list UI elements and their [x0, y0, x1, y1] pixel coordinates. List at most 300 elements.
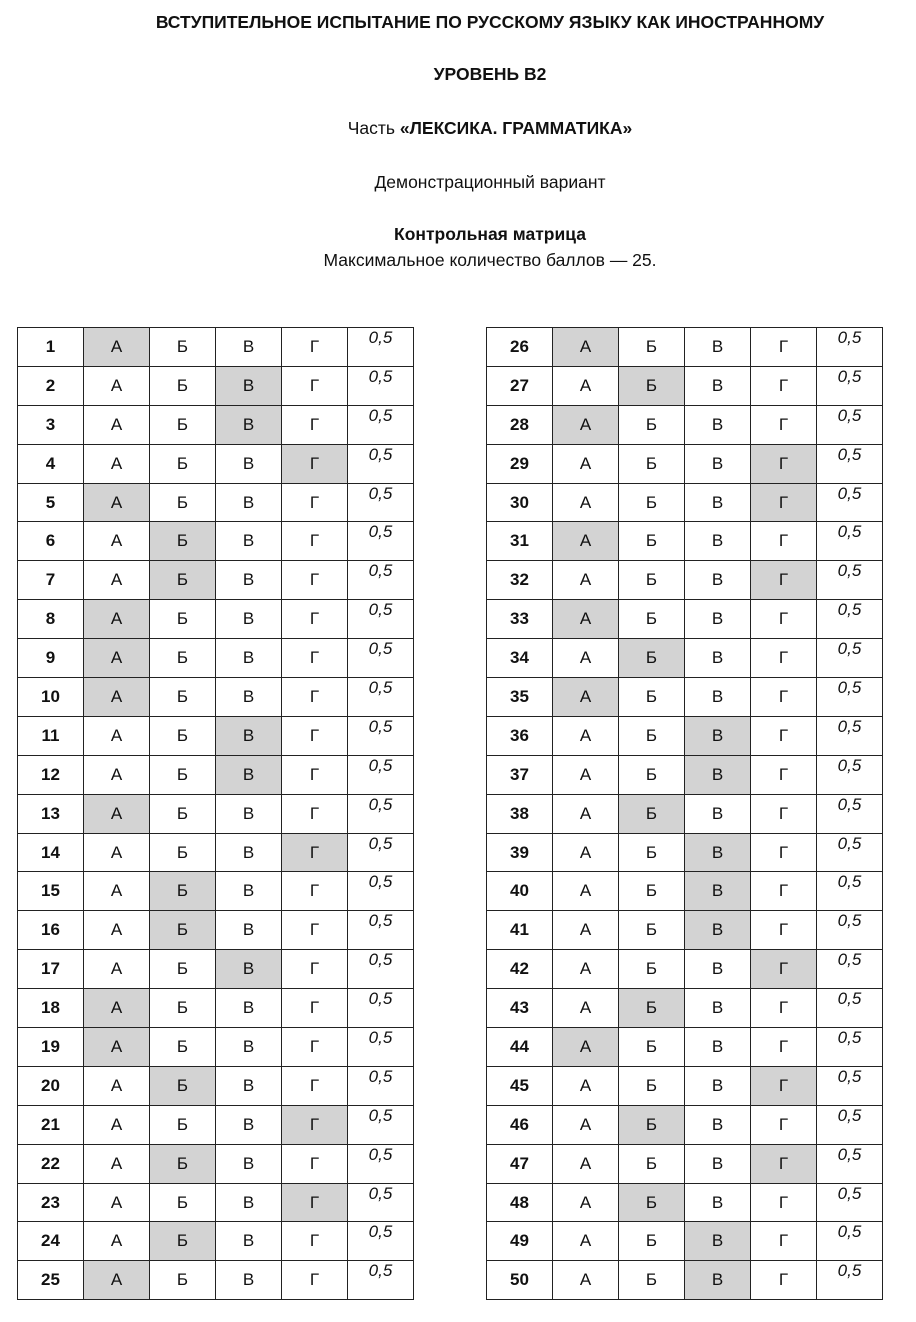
- answer-option-correct: А: [84, 328, 150, 367]
- answer-option: Б: [150, 755, 216, 794]
- answer-option: Г: [282, 1066, 348, 1105]
- question-number: 34: [487, 639, 553, 678]
- score-value: 0,5: [817, 328, 883, 367]
- answer-option: Г: [751, 639, 817, 678]
- answer-option-correct: В: [216, 950, 282, 989]
- question-number: 5: [18, 483, 84, 522]
- answer-option-correct: Б: [150, 1222, 216, 1261]
- question-number: 2: [18, 366, 84, 405]
- question-number: 37: [487, 755, 553, 794]
- score-value: 0,5: [817, 1183, 883, 1222]
- answer-option: Г: [282, 1222, 348, 1261]
- answer-row: [487, 989, 883, 1028]
- answer-option-correct: А: [84, 989, 150, 1028]
- score-value: 0,5: [817, 989, 883, 1028]
- score-value: 0,5: [817, 483, 883, 522]
- answer-option: Б: [619, 833, 685, 872]
- score-value: 0,5: [348, 561, 414, 600]
- score-value: 0,5: [348, 950, 414, 989]
- answer-option: Г: [751, 678, 817, 717]
- question-number: 3: [18, 405, 84, 444]
- answer-option: А: [553, 483, 619, 522]
- answer-option: А: [553, 444, 619, 483]
- question-number: 1: [18, 328, 84, 367]
- question-number: 7: [18, 561, 84, 600]
- answer-option-correct: Б: [619, 1183, 685, 1222]
- answer-option: Б: [619, 1028, 685, 1067]
- answer-option: В: [216, 522, 282, 561]
- score-value: 0,5: [817, 794, 883, 833]
- answer-option: В: [216, 833, 282, 872]
- answer-option-correct: Б: [150, 1066, 216, 1105]
- document-title: ВСТУПИТЕЛЬНОЕ ИСПЫТАНИЕ ПО РУССКОМУ ЯЗЫКУ КАК ИНОСТРАННОМУ: [155, 12, 825, 32]
- answer-option: В: [685, 1066, 751, 1105]
- answer-option: Г: [751, 1222, 817, 1261]
- answer-option-correct: Б: [619, 639, 685, 678]
- answer-option-correct: А: [553, 522, 619, 561]
- question-number: 32: [487, 561, 553, 600]
- answer-row: [487, 483, 883, 522]
- answer-option-correct: В: [685, 911, 751, 950]
- answer-option: В: [216, 1028, 282, 1067]
- answer-option-correct: А: [553, 328, 619, 367]
- matrix-title: Контрольная матрица: [394, 224, 586, 244]
- answer-option: Г: [282, 1261, 348, 1300]
- answer-option: В: [216, 483, 282, 522]
- answer-option: В: [216, 639, 282, 678]
- answer-option: В: [685, 678, 751, 717]
- question-number: 24: [18, 1222, 84, 1261]
- score-value: 0,5: [348, 1028, 414, 1067]
- answer-option: Г: [751, 755, 817, 794]
- answer-option: Г: [282, 522, 348, 561]
- answer-option: Б: [619, 950, 685, 989]
- answer-option: В: [685, 444, 751, 483]
- answer-option: А: [84, 833, 150, 872]
- answer-option-correct: В: [216, 366, 282, 405]
- answer-option: Б: [619, 1144, 685, 1183]
- answer-option: В: [685, 989, 751, 1028]
- answer-option: Б: [150, 366, 216, 405]
- score-value: 0,5: [817, 911, 883, 950]
- answer-option: А: [553, 1183, 619, 1222]
- answer-option: Б: [619, 600, 685, 639]
- answer-row: [487, 522, 883, 561]
- answer-option: Г: [282, 950, 348, 989]
- score-value: 0,5: [817, 1066, 883, 1105]
- question-number: 23: [18, 1183, 84, 1222]
- score-value: 0,5: [348, 833, 414, 872]
- answer-option-correct: А: [553, 678, 619, 717]
- answer-option: А: [553, 716, 619, 755]
- score-value: 0,5: [348, 1183, 414, 1222]
- answer-row: [18, 600, 414, 639]
- answer-table-right: [486, 327, 883, 1300]
- answer-option: А: [84, 444, 150, 483]
- answer-option: Г: [282, 755, 348, 794]
- answer-option: В: [216, 1261, 282, 1300]
- question-number: 20: [18, 1066, 84, 1105]
- score-value: 0,5: [817, 366, 883, 405]
- answer-option: А: [553, 1261, 619, 1300]
- answer-row: [487, 872, 883, 911]
- question-number: 47: [487, 1144, 553, 1183]
- answer-option: Г: [282, 1144, 348, 1183]
- answer-option-correct: В: [685, 833, 751, 872]
- answer-row: [18, 716, 414, 755]
- answer-option-correct: Г: [751, 950, 817, 989]
- answer-option: Б: [619, 1261, 685, 1300]
- answer-row: [18, 755, 414, 794]
- question-number: 42: [487, 950, 553, 989]
- score-value: 0,5: [817, 716, 883, 755]
- answer-option: Г: [282, 561, 348, 600]
- answer-option: Г: [751, 1105, 817, 1144]
- answer-option: Б: [150, 1261, 216, 1300]
- answer-option: Г: [751, 1183, 817, 1222]
- answer-option: В: [685, 1105, 751, 1144]
- answer-option-correct: В: [685, 872, 751, 911]
- question-number: 39: [487, 833, 553, 872]
- answer-option: Г: [751, 1261, 817, 1300]
- answer-row: [487, 911, 883, 950]
- question-number: 18: [18, 989, 84, 1028]
- score-value: 0,5: [817, 639, 883, 678]
- answer-option: А: [84, 366, 150, 405]
- answer-option-correct: В: [685, 716, 751, 755]
- answer-option: Г: [282, 600, 348, 639]
- answer-option-correct: А: [553, 600, 619, 639]
- answer-option: А: [84, 1144, 150, 1183]
- answer-option: В: [685, 1144, 751, 1183]
- answer-option-correct: А: [553, 405, 619, 444]
- question-number: 49: [487, 1222, 553, 1261]
- score-value: 0,5: [348, 794, 414, 833]
- answer-option: В: [216, 1144, 282, 1183]
- question-number: 31: [487, 522, 553, 561]
- answer-row: [18, 444, 414, 483]
- score-value: 0,5: [817, 405, 883, 444]
- answer-option-correct: Г: [751, 561, 817, 600]
- answer-row: [18, 872, 414, 911]
- answer-option: В: [685, 1028, 751, 1067]
- answer-option: Г: [282, 911, 348, 950]
- answer-option: Б: [150, 405, 216, 444]
- answer-option: Б: [619, 1066, 685, 1105]
- answer-option: Б: [619, 716, 685, 755]
- answer-option: А: [84, 950, 150, 989]
- answer-option: Г: [282, 1028, 348, 1067]
- answer-option: Г: [751, 522, 817, 561]
- score-value: 0,5: [348, 405, 414, 444]
- answer-option: Г: [751, 716, 817, 755]
- answer-row: [18, 950, 414, 989]
- answer-option-correct: Б: [619, 989, 685, 1028]
- answer-option: Г: [751, 600, 817, 639]
- question-number: 44: [487, 1028, 553, 1067]
- answer-option: Г: [751, 911, 817, 950]
- answer-option: А: [553, 833, 619, 872]
- question-number: 36: [487, 716, 553, 755]
- answer-option: Б: [619, 444, 685, 483]
- answer-option: Г: [751, 1028, 817, 1067]
- answer-option: Г: [751, 872, 817, 911]
- answer-option: А: [553, 1144, 619, 1183]
- answer-row: [18, 794, 414, 833]
- answer-row: [18, 561, 414, 600]
- answer-option: Б: [619, 522, 685, 561]
- answer-row: [487, 405, 883, 444]
- answer-row: [487, 716, 883, 755]
- score-value: 0,5: [348, 716, 414, 755]
- max-points-label: Максимальное количество баллов — 25.: [323, 250, 657, 270]
- answer-option: В: [685, 950, 751, 989]
- answer-option: В: [216, 1066, 282, 1105]
- answer-option: В: [216, 1222, 282, 1261]
- score-value: 0,5: [348, 444, 414, 483]
- answer-option-correct: Г: [751, 1066, 817, 1105]
- answer-option-correct: Б: [150, 522, 216, 561]
- question-number: 27: [487, 366, 553, 405]
- answer-option: Г: [282, 366, 348, 405]
- answer-option: Г: [751, 833, 817, 872]
- answer-option: В: [685, 639, 751, 678]
- answer-option-correct: В: [685, 1261, 751, 1300]
- answer-row: [18, 405, 414, 444]
- part-prefix: Часть: [347, 118, 400, 138]
- answer-option-correct: А: [84, 483, 150, 522]
- answer-option: А: [84, 911, 150, 950]
- answer-row: [487, 366, 883, 405]
- answer-option-correct: А: [84, 1261, 150, 1300]
- answer-row: [487, 1028, 883, 1067]
- answer-option: Б: [619, 755, 685, 794]
- answer-option-correct: Г: [751, 444, 817, 483]
- answer-row: [18, 328, 414, 367]
- answer-option: А: [84, 755, 150, 794]
- score-value: 0,5: [348, 1105, 414, 1144]
- answer-option: А: [84, 561, 150, 600]
- answer-option-correct: Б: [150, 561, 216, 600]
- answer-option-correct: А: [553, 1028, 619, 1067]
- answer-option: А: [84, 1105, 150, 1144]
- answer-row: [487, 600, 883, 639]
- question-number: 11: [18, 716, 84, 755]
- answer-option: Б: [150, 600, 216, 639]
- answer-option: Г: [282, 328, 348, 367]
- question-number: 35: [487, 678, 553, 717]
- answer-option: В: [216, 794, 282, 833]
- question-number: 50: [487, 1261, 553, 1300]
- answer-option: Б: [150, 328, 216, 367]
- answer-option-correct: Г: [751, 1144, 817, 1183]
- answer-option: В: [685, 600, 751, 639]
- answer-option: А: [84, 872, 150, 911]
- answer-option-correct: Б: [150, 911, 216, 950]
- answer-row: [487, 1261, 883, 1300]
- question-number: 26: [487, 328, 553, 367]
- question-number: 10: [18, 678, 84, 717]
- answer-option-correct: А: [84, 794, 150, 833]
- answer-row: [18, 1183, 414, 1222]
- answer-option: А: [84, 1066, 150, 1105]
- answer-option: В: [685, 561, 751, 600]
- answer-option: Б: [619, 1222, 685, 1261]
- answer-option: В: [216, 444, 282, 483]
- answer-row: [18, 1066, 414, 1105]
- answer-option-correct: Б: [150, 1144, 216, 1183]
- answer-option: А: [553, 1222, 619, 1261]
- variant-label: Демонстрационный вариант: [374, 172, 606, 192]
- answer-row: [487, 1066, 883, 1105]
- question-number: 9: [18, 639, 84, 678]
- score-value: 0,5: [817, 1261, 883, 1300]
- answer-option: Б: [619, 405, 685, 444]
- score-value: 0,5: [348, 639, 414, 678]
- answer-row: [18, 1222, 414, 1261]
- answer-option: В: [216, 600, 282, 639]
- answer-option-correct: В: [216, 405, 282, 444]
- answer-option-correct: В: [216, 716, 282, 755]
- score-value: 0,5: [348, 600, 414, 639]
- score-value: 0,5: [817, 600, 883, 639]
- answer-option: В: [685, 522, 751, 561]
- score-value: 0,5: [817, 678, 883, 717]
- answer-option: А: [84, 1222, 150, 1261]
- part-name: «ЛЕКСИКА. ГРАММАТИКА»: [399, 118, 633, 138]
- answer-option: В: [685, 405, 751, 444]
- answer-option: В: [216, 989, 282, 1028]
- answer-row: [487, 1222, 883, 1261]
- answer-row: [487, 1105, 883, 1144]
- answer-option: Б: [150, 950, 216, 989]
- answer-option-correct: Г: [751, 483, 817, 522]
- answer-option: Г: [282, 405, 348, 444]
- answer-option: Б: [619, 872, 685, 911]
- answer-row: [487, 755, 883, 794]
- answer-option: В: [685, 794, 751, 833]
- answer-option-correct: Г: [282, 444, 348, 483]
- answer-option-correct: Г: [282, 1105, 348, 1144]
- score-value: 0,5: [348, 872, 414, 911]
- question-number: 38: [487, 794, 553, 833]
- score-value: 0,5: [348, 522, 414, 561]
- answer-option-correct: А: [84, 1028, 150, 1067]
- score-value: 0,5: [348, 483, 414, 522]
- answer-row: [487, 794, 883, 833]
- answer-option: В: [216, 1105, 282, 1144]
- answer-option-correct: А: [84, 678, 150, 717]
- answer-option: Г: [282, 872, 348, 911]
- answer-option: А: [553, 911, 619, 950]
- answer-row: [487, 639, 883, 678]
- answer-option: Г: [282, 716, 348, 755]
- answer-option: Б: [150, 483, 216, 522]
- answer-option: В: [216, 328, 282, 367]
- answer-option: Б: [150, 444, 216, 483]
- question-number: 16: [18, 911, 84, 950]
- answer-option: А: [553, 1105, 619, 1144]
- answer-option: Б: [150, 1105, 216, 1144]
- answer-option: Г: [282, 989, 348, 1028]
- answer-option: А: [84, 405, 150, 444]
- answer-option: А: [84, 1183, 150, 1222]
- answer-row: [487, 678, 883, 717]
- question-number: 15: [18, 872, 84, 911]
- question-number: 40: [487, 872, 553, 911]
- answer-option-correct: Г: [282, 833, 348, 872]
- score-value: 0,5: [817, 1028, 883, 1067]
- answer-option: Б: [150, 794, 216, 833]
- question-number: 48: [487, 1183, 553, 1222]
- answer-table-left: [17, 327, 414, 1300]
- answer-option: Б: [619, 911, 685, 950]
- answer-row: [18, 483, 414, 522]
- score-value: 0,5: [817, 522, 883, 561]
- answer-option: Б: [619, 561, 685, 600]
- question-number: 30: [487, 483, 553, 522]
- answer-option: Б: [150, 989, 216, 1028]
- answer-option: В: [685, 366, 751, 405]
- question-number: 22: [18, 1144, 84, 1183]
- answer-option: Г: [751, 794, 817, 833]
- answer-row: [18, 1105, 414, 1144]
- answer-row: [18, 1261, 414, 1300]
- answer-option: Г: [751, 328, 817, 367]
- score-value: 0,5: [817, 561, 883, 600]
- question-number: 33: [487, 600, 553, 639]
- score-value: 0,5: [817, 1222, 883, 1261]
- answer-option-correct: Б: [619, 366, 685, 405]
- answer-option: Г: [282, 678, 348, 717]
- answer-option: В: [216, 911, 282, 950]
- answer-option: А: [553, 872, 619, 911]
- question-number: 12: [18, 755, 84, 794]
- answer-row: [487, 444, 883, 483]
- answer-option: В: [216, 561, 282, 600]
- answer-option: Б: [150, 1028, 216, 1067]
- question-number: 25: [18, 1261, 84, 1300]
- answer-option: Б: [150, 678, 216, 717]
- question-number: 28: [487, 405, 553, 444]
- answer-option: В: [216, 872, 282, 911]
- score-value: 0,5: [348, 1261, 414, 1300]
- answer-option: Г: [282, 483, 348, 522]
- answer-option: А: [553, 561, 619, 600]
- score-value: 0,5: [817, 1105, 883, 1144]
- question-number: 46: [487, 1105, 553, 1144]
- answer-option-correct: Г: [282, 1183, 348, 1222]
- answer-option: Б: [619, 328, 685, 367]
- answer-row: [18, 1028, 414, 1067]
- answer-option-correct: В: [685, 1222, 751, 1261]
- answer-option: В: [685, 483, 751, 522]
- score-value: 0,5: [348, 366, 414, 405]
- answer-row: [18, 366, 414, 405]
- part-heading: [32, 118, 916, 139]
- answer-option: В: [216, 1183, 282, 1222]
- score-value: 0,5: [817, 833, 883, 872]
- answer-option: В: [685, 328, 751, 367]
- answer-option: Б: [150, 639, 216, 678]
- answer-row: [487, 328, 883, 367]
- question-number: 14: [18, 833, 84, 872]
- answer-option: А: [553, 639, 619, 678]
- question-number: 17: [18, 950, 84, 989]
- answer-option: А: [84, 522, 150, 561]
- answer-option: В: [685, 1183, 751, 1222]
- answer-option-correct: Б: [619, 1105, 685, 1144]
